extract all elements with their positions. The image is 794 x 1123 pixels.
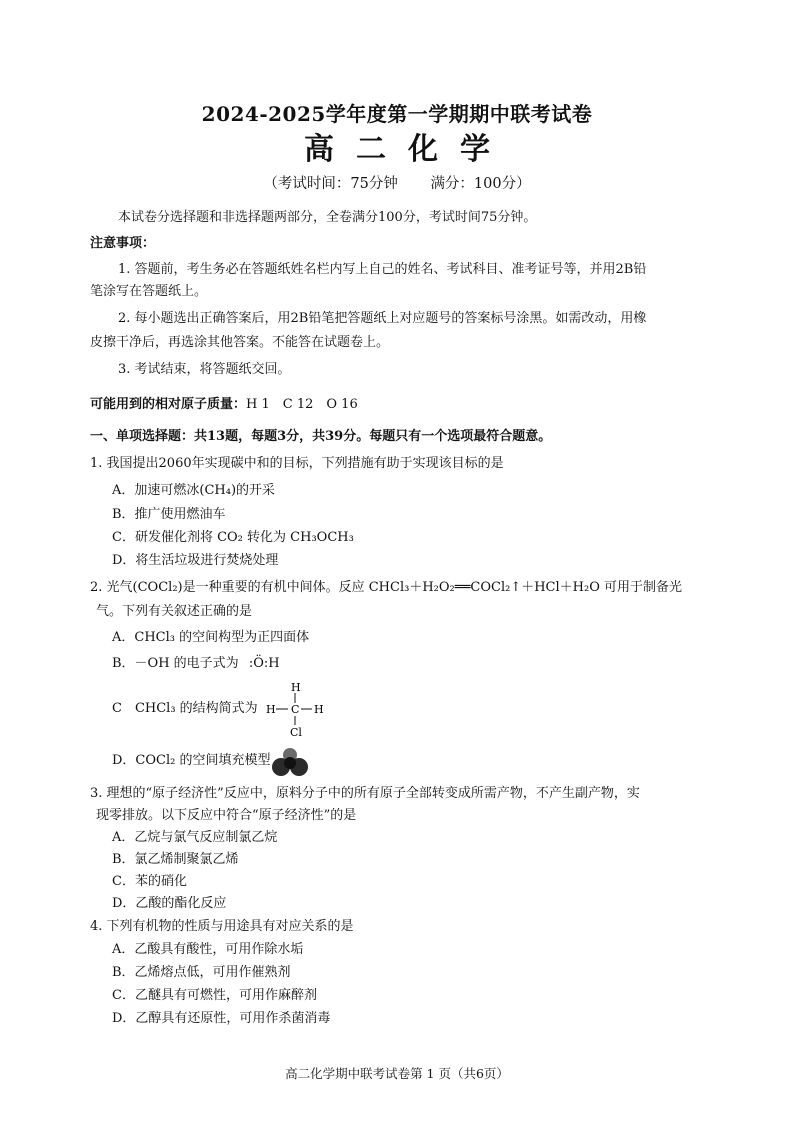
q1-option-d: D．将生活垃圾进行焚烧处理 — [112, 553, 279, 568]
atomic-mass-line — [90, 396, 358, 414]
atomic-mass-label: 可能用到的相对原子质量： — [90, 397, 247, 412]
full-marks: 满分：100分） — [430, 176, 531, 192]
struct-atom-top: H — [291, 681, 301, 694]
q1-option-a: A．加速可燃冰(CH₄)的开采 — [112, 483, 276, 498]
subject-title: 高二化学 — [304, 132, 512, 167]
struct-atom-bottom: Cl — [290, 726, 302, 738]
q4-option-c: C．乙醚具有可燃性，可用作麻醉剂 — [112, 988, 317, 1003]
q2-option-d: D．COCl₂ 的空间填充模型 — [112, 753, 271, 768]
note-2b: 皮擦干净后，再选涂其他答案。不能答在试题卷上。 — [90, 335, 390, 350]
model-carbon-atom — [284, 757, 296, 769]
q2-option-b — [112, 655, 280, 673]
q4-option-a: A．乙酸具有酸性，可用作除水垢 — [112, 942, 304, 957]
section-heading: 一、单项选择题：共13题，每题3分，共39分。每题只有一个选项最符合题意。 — [90, 429, 552, 444]
q2-option-b-text: B．－OH 的电子式为 — [112, 656, 239, 671]
struct-atom-left: H — [266, 703, 276, 716]
intro-text: 本试卷分选择题和非选择题两部分，全卷满分100分，考试时间75分钟。 — [118, 210, 537, 225]
q2-option-a: A．CHCl₃ 的空间构型为正四面体 — [112, 630, 310, 645]
note-2a: 2. 每小题选出正确答案后，用2B铅笔把答题纸上对应题号的答案标号涂黑。如需改动，用橡 — [118, 311, 647, 326]
q1-option-c: C．研发催化剂将 CO₂ 转化为 CH₃OCH₃ — [112, 530, 354, 545]
note-3: 3. 考试结束，将答题纸交回。 — [118, 362, 291, 377]
notes-heading: 注意事项： — [90, 236, 156, 251]
q3-option-c: C．苯的硝化 — [112, 874, 187, 889]
note-1b: 笔涂写在答题纸上。 — [90, 284, 208, 299]
chcl3-structure-diagram — [266, 680, 326, 738]
q3-option-a: A．乙烷与氯气反应制氯乙烷 — [112, 830, 278, 845]
question-3-stem-line2: 现零排放。以下反应中符合“原子经济性”的是 — [96, 808, 357, 823]
atomic-mass-values: H 1 C 12 O 16 — [246, 397, 358, 412]
hydroxyl-electron-formula: :Ö:H — [248, 656, 280, 671]
question-3-stem-line1: 3. 理想的“原子经济性”反应中，原料分子中的所有原子全部转变成所需产物，不产生副产物，实 — [90, 786, 640, 801]
cocl2-space-filling-model — [270, 747, 310, 777]
question-4-stem: 4. 下列有机物的性质与用途具有对应关系的是 — [90, 919, 354, 934]
exam-year-title: 2024-2025学年度第一学期期中联考试卷 — [201, 102, 593, 126]
question-1-stem: 1. 我国提出2060年实现碳中和的目标，下列措施有助于实现该目标的是 — [90, 456, 504, 471]
exam-meta — [0, 172, 794, 193]
exam-time: （考试时间：75分钟 — [263, 176, 398, 192]
q3-option-b: B．氯乙烯制聚氯乙烯 — [112, 852, 239, 867]
q4-option-b: B．乙烯熔点低，可用作催熟剂 — [112, 965, 291, 980]
note-1a: 1. 答题前，考生务必在答题纸姓名栏内写上自己的姓名、考试科目、准考证号等，并用2B铅 — [118, 262, 647, 277]
page-footer: 高二化学期中联考试卷第 1 页（共6页） — [285, 1066, 509, 1081]
q4-option-d: D．乙醇具有还原性，可用作杀菌消毒 — [112, 1011, 331, 1026]
q2-option-c: C CHCl₃ 的结构简式为 — [112, 701, 258, 716]
question-2-stem-line1: 2. 光气(COCl₂)是一种重要的有机中间体。反应 CHCl₃＋H₂O₂══COCl₂↑＋HCl＋H₂O 可用于制备光 — [90, 580, 682, 595]
struct-atom-center: C — [291, 703, 300, 716]
q3-option-d: D．乙酸的酯化反应 — [112, 896, 227, 911]
question-2-stem-line2: 气。下列有关叙述正确的是 — [96, 604, 253, 619]
struct-atom-right: H — [314, 703, 324, 716]
q1-option-b: B．推广使用燃油车 — [112, 507, 226, 522]
